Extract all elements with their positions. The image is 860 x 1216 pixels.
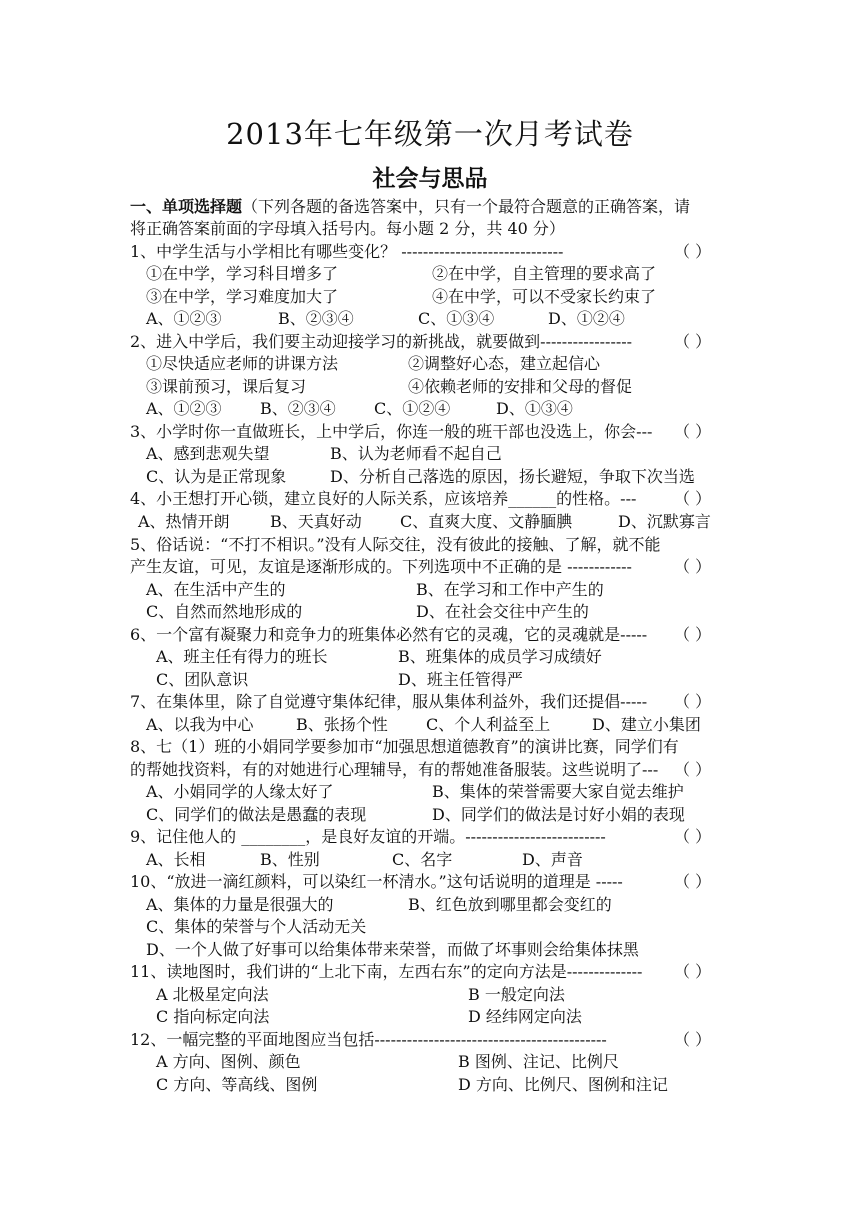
question-10-answer-bracket: （ ） xyxy=(674,872,712,891)
question-1-option-c: C、①③④ xyxy=(418,309,495,328)
question-4-option-c: C、直爽大度、文静腼腆 xyxy=(400,512,573,531)
question-8-stem-2: 的帮她找资料，有的对她进行心理辅导，有的帮她准备服装。这些说明了--- xyxy=(130,760,659,779)
question-5-stem-2: 产生友谊，可见，友谊是逐渐形成的。下列选项中不正确的是 ------------ xyxy=(130,557,632,576)
question-5-option-d: D、在社会交往中产生的 xyxy=(416,602,589,621)
question-9-option-c: C、名字 xyxy=(392,850,453,869)
question-4-option-d: D、沉默寡言 xyxy=(618,512,711,531)
question-2-item-3: ③课前预习，课后复习 xyxy=(146,377,307,396)
question-3-option-a: A、感到悲观失望 xyxy=(146,444,270,463)
question-10-option-a: A、集体的力量是很强大的 xyxy=(146,895,334,914)
question-1-item-4: ④在中学，可以不受家长约束了 xyxy=(432,287,657,306)
question-5-answer-bracket: （ ） xyxy=(674,557,712,576)
question-1-item-3: ③在中学，学习难度加大了 xyxy=(146,287,339,306)
question-11-option-a: A 北极星定向法 xyxy=(156,985,269,1004)
question-11-option-c: C 指向标定向法 xyxy=(156,1007,270,1026)
question-1-option-b: B、②③④ xyxy=(278,309,354,328)
question-3-stem: 3、小学时你一直做班长，上中学后，你连一般的班干部也没选上，你会--- xyxy=(130,422,653,441)
question-8-answer-bracket: （ ） xyxy=(674,760,712,779)
question-5-option-b: B、在学习和工作中产生的 xyxy=(416,580,604,599)
question-12-option-b: B 图例、注记、比例尺 xyxy=(458,1052,619,1071)
question-8-option-d: D、同学们的做法是讨好小娟的表现 xyxy=(432,805,685,824)
question-1-item-2: ②在中学，自主管理的要求高了 xyxy=(432,264,657,283)
section-heading: 一、单项选择题 xyxy=(130,197,243,216)
question-2-option-d: D、①③④ xyxy=(496,399,573,418)
question-7-answer-bracket: （ ） xyxy=(674,692,712,711)
question-2-answer-bracket: （ ） xyxy=(674,332,712,351)
question-7-stem: 7、在集体里，除了自觉遵守集体纪律，服从集体利益外，我们还提倡----- xyxy=(130,692,648,711)
question-9-option-a: A、长相 xyxy=(146,850,206,869)
question-2-item-2: ②调整好心态，建立起信心 xyxy=(408,354,601,373)
question-11-option-d: D 经纬网定向法 xyxy=(468,1007,582,1026)
question-7-option-c: C、个人利益至上 xyxy=(426,715,551,734)
question-8-option-b: B、集体的荣誉需要大家自觉去维护 xyxy=(432,782,684,801)
question-1-stem: 1、中学生活与小学相比有哪些变化？ ------------------------------ xyxy=(130,242,564,261)
question-6-option-c: C、团队意识 xyxy=(156,670,249,689)
question-7-option-d: D、建立小集团 xyxy=(592,715,701,734)
question-4-answer-bracket: （ ） xyxy=(674,489,712,508)
question-11-answer-bracket: （ ） xyxy=(674,962,712,981)
question-1-answer-bracket: （ ） xyxy=(674,242,712,261)
question-6-option-d: D、班主任管得严 xyxy=(398,670,523,689)
question-12-stem: 12、一幅完整的平面地图应当包括------------------------------------------- xyxy=(130,1030,607,1049)
question-2-option-a: A、①②③ xyxy=(146,399,222,418)
question-2-option-c: C、①②④ xyxy=(374,399,451,418)
question-8-stem-1: 8、七（1）班的小娟同学要参加市“加强思想道德教育”的演讲比赛，同学们有 xyxy=(130,737,679,756)
question-12-option-d: D 方向、比例尺、图例和注记 xyxy=(458,1075,668,1094)
question-5-option-a: A、在生活中产生的 xyxy=(146,580,286,599)
section-instruction-2: 将正确答案前面的字母填入括号内。每小题 2 分，共 40 分） xyxy=(130,219,565,238)
question-7-option-a: A、以我为中心 xyxy=(146,715,254,734)
question-8-option-c: C、同学们的做法是愚蠢的表现 xyxy=(146,805,367,824)
question-2-stem: 2、进入中学后，我们要主动迎接学习的新挑战，就要做到----------------- xyxy=(130,332,633,351)
question-9-answer-bracket: （ ） xyxy=(674,827,712,846)
question-2-item-1: ①尽快适应老师的讲课方法 xyxy=(146,354,339,373)
question-11-option-b: B 一般定向法 xyxy=(468,985,565,1004)
question-6-option-b: B、班集体的成员学习成绩好 xyxy=(398,647,602,666)
question-11-stem: 11、读地图时，我们讲的“上北下南，左西右东”的定向方法是-------------- xyxy=(130,962,643,981)
question-2-option-b: B、②③④ xyxy=(260,399,336,418)
question-9-option-b: B、性别 xyxy=(260,850,320,869)
question-9-option-d: D、声音 xyxy=(522,850,583,869)
question-12-answer-bracket: （ ） xyxy=(674,1030,712,1049)
page-title: 2013年七年级第一次月考试卷 xyxy=(226,117,634,151)
question-12-option-c: C 方向、等高线、图例 xyxy=(156,1075,318,1094)
question-1-item-1: ①在中学，学习科目增多了 xyxy=(146,264,339,283)
question-10-option-c: C、集体的荣誉与个人活动无关 xyxy=(146,917,367,936)
question-4-option-a: A、热情开朗 xyxy=(138,512,230,531)
question-9-stem: 9、记住他人的 ________，是良好友谊的开端。-------------------------- xyxy=(130,827,606,846)
question-3-option-c: C、认为是正常现象 xyxy=(146,467,287,486)
question-6-option-a: A、班主任有得力的班长 xyxy=(156,647,328,666)
question-7-option-b: B、张扬个性 xyxy=(296,715,388,734)
question-4-stem: 4、小王想打开心锁，建立良好的人际关系，应该培养______的性格。--- xyxy=(130,489,637,508)
question-2-item-4: ④依赖老师的安排和父母的督促 xyxy=(408,377,633,396)
question-3-answer-bracket: （ ） xyxy=(674,422,712,441)
question-3-option-d: D、分析自己落选的原因，扬长避短，争取下次当选 xyxy=(330,467,695,486)
question-1-option-a: A、①②③ xyxy=(146,309,222,328)
section-heading-line xyxy=(130,197,690,217)
question-3-option-b: B、认为老师看不起自己 xyxy=(330,444,502,463)
page-subtitle: 社会与思品 xyxy=(372,165,488,192)
question-12-option-a: A 方向、图例、颜色 xyxy=(156,1052,301,1071)
question-5-stem-1: 5、俗话说：“不打不相识。”没有人际交往，没有彼此的接触、了解，就不能 xyxy=(130,535,661,554)
section-instruction-1: （下列各题的备选答案中，只有一个最符合题意的正确答案，请 xyxy=(242,197,691,216)
question-6-answer-bracket: （ ） xyxy=(674,625,712,644)
question-8-option-a: A、小娟同学的人缘太好了 xyxy=(146,782,334,801)
question-4-option-b: B、天真好动 xyxy=(270,512,362,531)
question-10-option-b: B、红色放到哪里都会变红的 xyxy=(408,895,612,914)
question-5-option-c: C、自然而然地形成的 xyxy=(146,602,303,621)
question-6-stem: 6、一个富有凝聚力和竞争力的班集体必然有它的灵魂，它的灵魂就是----- xyxy=(130,625,648,644)
question-1-option-d: D、①②④ xyxy=(548,309,625,328)
question-10-option-d: D、一个人做了好事可以给集体带来荣誉，而做了坏事则会给集体抹黑 xyxy=(146,940,639,959)
question-10-stem: 10、“放进一滴红颜料，可以染红一杯清水。”这句话说明的道理是 ----- xyxy=(130,872,623,891)
